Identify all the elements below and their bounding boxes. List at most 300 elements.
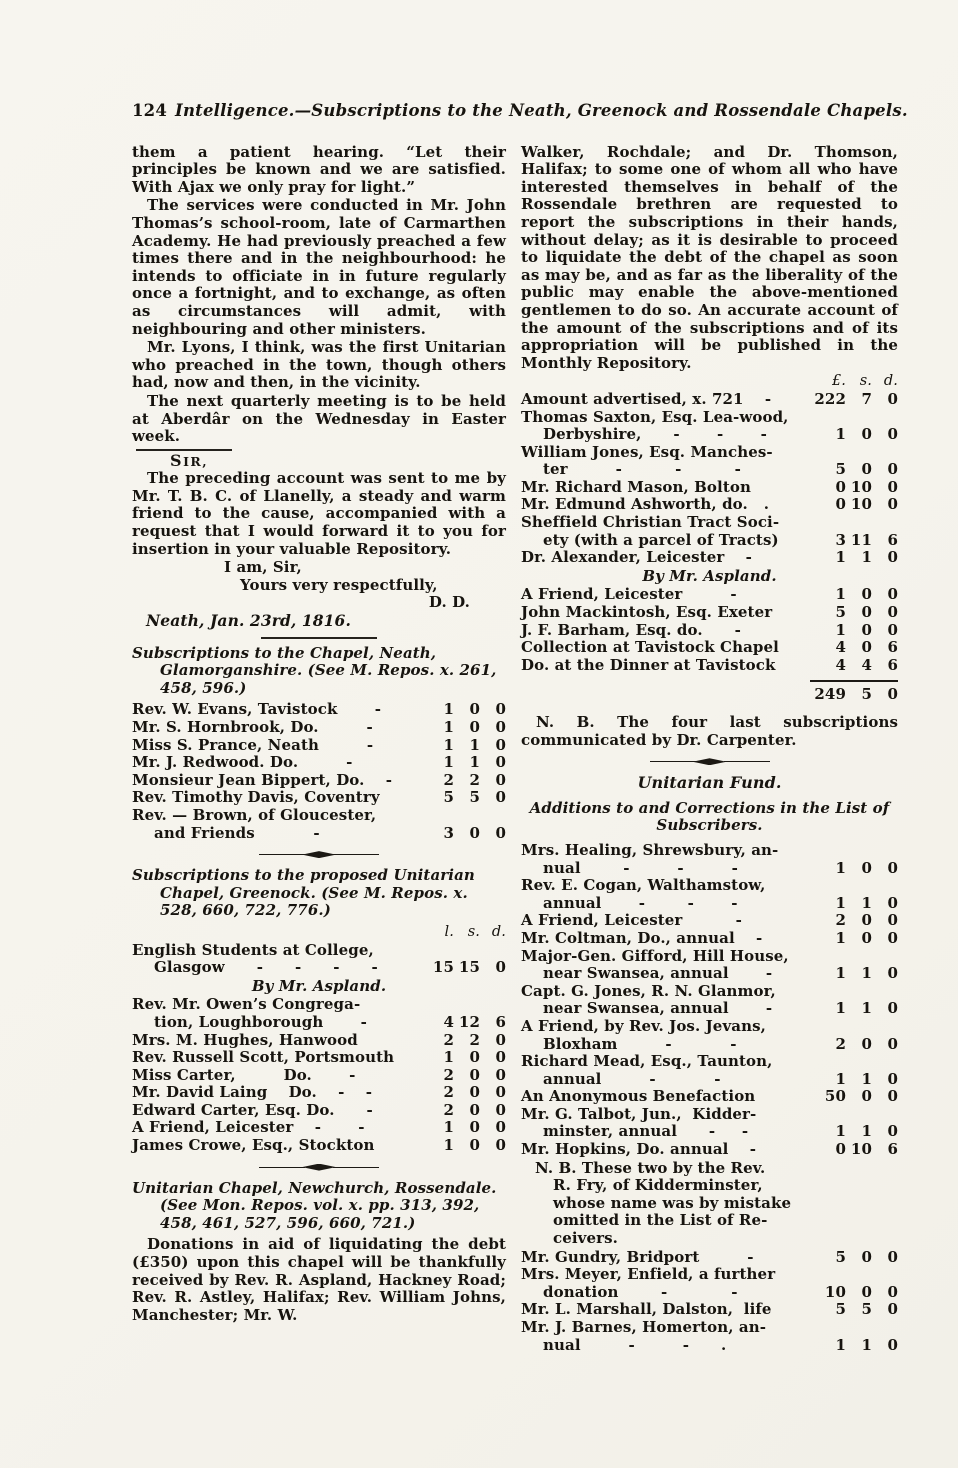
amount-l: 1 [443,753,454,772]
entry-amounts [418,959,506,977]
amount-l: 4 [835,638,846,657]
entry-name-line: Rev. Russell Scott, Portsmouth [132,1048,395,1067]
entry-name [132,701,418,719]
table-subheading: By Mr. Aspland. [251,976,387,995]
diamond-divider [259,851,379,858]
section-heading-rossendale: Unitarian Chapel, Newchurch, Rossendale. (See Mon. Repos. vol. x. pp. 313, 392, 458, 461, 527, 596, 660, 721.) [132,1178,497,1232]
entry-amounts [810,895,898,913]
table-row [521,1319,898,1354]
amount-s: 0 [861,1087,872,1106]
entry-name-line: and Friends - [154,823,320,842]
entry-name-line: annual - - - [543,893,738,912]
entry-name-line: English Students at College, [132,940,374,959]
page-header [132,101,908,120]
amount-d: d. [883,373,898,390]
entry-amounts [810,532,898,550]
amount-s: 1 [861,548,872,567]
entry-name [521,1301,810,1319]
entry-name [521,514,810,549]
table-row [521,622,898,640]
table-row [521,842,898,877]
entry-name-line: Rev. E. Cogan, Walthamstow, [521,876,766,895]
paragraph: Mr. Lyons, I think, was the first Unitarian who preached in the town, though others had, now and then, in the vicinity. [132,338,506,392]
entry-name-line: Amount advertised, x. 721 - [521,389,772,408]
amount-d: 6 [887,530,898,549]
entry-name-line: ety (with a parcel of Tracts) [543,530,779,549]
table-row [521,1088,898,1106]
amount-l: 2 [443,1083,454,1102]
entry-amounts [810,965,898,983]
amount-l: 0 [835,495,846,514]
table-row [521,586,898,604]
amount-d: 0 [887,964,898,983]
amount-s: 1 [469,735,480,754]
paragraph: The services were conducted in Mr. John Thomas’s school-room, late of Carmarthen Academy. He had previously preached a few times there and in the neighbourhood: he intends to officiate in in future regularly once a fortnight, and to exchange, as often as circumstances will admit, with neighbouring and other ministers. [132,196,506,338]
entry-name [132,772,418,790]
amount-l: 1 [443,700,454,719]
entry-amounts [810,496,898,514]
entry-amounts [418,754,506,772]
amount-s: 5 [469,788,480,807]
entry-name [521,930,810,948]
table-row [521,912,898,930]
amount-d: 0 [495,1083,506,1102]
entry-amounts [418,1102,506,1120]
amount-l: 1 [835,964,846,983]
entry-name-line: Rev. Mr. Owen’s Congrega- [132,995,361,1014]
amount-d: 0 [887,1122,898,1141]
amount-s: 2 [469,770,480,789]
amount-s: 0 [861,1247,872,1266]
entry-name [132,1067,418,1085]
diamond-divider [650,758,770,765]
table-row [521,409,898,444]
entry-amounts [418,1119,506,1137]
amount-s: 10 [850,1140,872,1159]
table-row [521,930,898,948]
entry-name [132,719,418,737]
entry-name-line: Mr. Hopkins, Do. annual - [521,1140,757,1159]
amount-s: 10 [850,495,872,514]
amount-d: 0 [887,585,898,604]
entry-name-line: Mr. L. Marshall, Dalston, life [521,1300,772,1319]
entry-name [132,1032,418,1050]
entry-name-line: Mr. Gundry, Bridport - [521,1247,754,1266]
amount-l: 1 [835,1069,846,1088]
amount-s: 1 [861,1069,872,1088]
entry-name-line: near Swansea, annual - [543,999,773,1018]
paragraph: them a patient hearing. “Let their principles be known and we are satisfied. With Ajax we only pray for light.” [132,142,506,196]
entry-name [521,391,810,409]
entry-name-line: Mrs. M. Hughes, Hanwood [132,1030,358,1049]
closing-line: I am, Sir, [224,558,302,577]
table-row [132,737,506,755]
entry-amounts [418,789,506,807]
table-row [521,983,898,1018]
entry-name-line: nual - - . [543,1335,727,1354]
amount-s: 0 [469,1083,480,1102]
amount-s: 2 [469,1030,480,1049]
entry-name-line: annual - - [543,1069,721,1088]
amount-l: 1 [443,735,454,754]
table-row [521,514,898,549]
amount-s: 12 [458,1012,480,1031]
amount-l: 1 [835,620,846,639]
amount-s: 4 [861,655,872,674]
entry-name [132,996,418,1031]
table-row [521,1018,898,1053]
entry-amounts [810,549,898,567]
table-row [132,1049,506,1067]
section-subheading-additions: Additions to and Corrections in the List of Subscribers. [529,798,890,835]
amount-d: 0 [887,1300,898,1319]
entry-amounts [810,1036,898,1054]
entry-name-line: A Friend, Leicester - [521,911,742,930]
entry-name-line: donation - - [543,1282,738,1301]
entry-name-line: Capt. G. Jones, R. N. Glanmor, [521,981,776,1000]
amount-d: 0 [887,858,898,877]
amount-d: 0 [887,1069,898,1088]
entry-name [521,622,810,640]
table-row [521,479,898,497]
amount-d: 0 [887,893,898,912]
section-heading-neath: Subscriptions to the Chapel, Neath, Glamorganshire. (See M. Repos. x. 261, 458, 596.) [132,643,497,697]
entry-amounts [810,604,898,622]
section-heading-greenock: Subscriptions to the proposed Unitarian Chapel, Greenock. (See M. Repos. x. 528, 660, 722, 776.) [132,866,475,920]
section-rule [136,449,232,451]
entry-name-line: Thomas Saxton, Esq. Lea-wood, [521,407,789,426]
table-row [132,701,506,719]
entry-name [132,1049,418,1067]
amount-l: 222 [814,389,846,408]
amount-s: 0 [861,585,872,604]
page-title: Intelligence.—Subscriptions to the Neath, Greenock and Rossendale Chapels. [175,101,908,120]
amount-s: 0 [861,638,872,657]
entry-amounts [418,701,506,719]
amount-s: 7 [861,389,872,408]
subscription-table-unitarian-fund [521,842,898,1354]
note-line: omitted in the List of Re- [553,1211,768,1230]
amount-l: 2 [443,1030,454,1049]
table-column-headers [521,373,898,391]
table-row [521,639,898,657]
entry-amounts [418,737,506,755]
entry-name [521,983,810,1018]
closing-line: Yours very respectfully, [240,575,438,594]
entry-amounts [810,1301,898,1319]
entry-name [521,586,810,604]
amount-l: 5 [835,460,846,479]
note-line: whose name was by mistake [553,1193,792,1212]
table-row [132,719,506,737]
amount-d: 0 [495,770,506,789]
amount-d: 0 [887,1282,898,1301]
table-row [132,1067,506,1085]
signature: D. D. [428,593,470,612]
entry-amounts [810,461,898,479]
amount-d: 0 [495,1048,506,1067]
entry-name [521,842,810,877]
entry-amounts [810,680,898,704]
amount-d: 0 [495,735,506,754]
amount-s: 1 [861,893,872,912]
table-row [521,1301,898,1319]
amount-s: 0 [861,928,872,947]
amount-d: 0 [887,477,898,496]
dateline: Neath, Jan. 23rd, 1816. [146,611,351,631]
amount-l: 1 [835,548,846,567]
entry-name-line: A Friend, by Rev. Jos. Jevans, [521,1016,766,1035]
entry-name-line: Mr. Coltman, Do., annual - [521,928,763,947]
entry-name [521,549,810,567]
amount-l: 5 [835,1300,846,1319]
amount-s: 0 [861,1034,872,1053]
amount-d: 0 [887,460,898,479]
entry-name [521,1053,810,1088]
amount-s: 0 [469,718,480,736]
amount-d: 0 [887,548,898,567]
entry-name-line: ter - - - [543,460,741,479]
entry-name [132,754,418,772]
entry-name-line: Mr. Edmund Ashworth, do. . [521,495,770,514]
amount-d: 0 [495,718,506,736]
amount-d: 0 [887,928,898,947]
entry-name-line: Mrs. Meyer, Enfield, a further [521,1265,776,1284]
amount-d: 0 [495,700,506,719]
amount-l: 1 [835,928,846,947]
entry-name [521,444,810,479]
entry-name [521,657,810,675]
entry-amounts [810,586,898,604]
amount-s: 0 [861,425,872,444]
entry-name [521,877,810,912]
paragraph: Walker, Rochdale; and Dr. Thomson, Halifax; to some one of whom all who have interested themselves in behalf of the Rossendale brethren are requested to report the subscriptions in their hands, without delay; as it is desirable to proceed to liquidate the debt of the chapel as soon as may be, and as far as the liberality of the public may enable the above-mentioned gentlemen to do so. An accurate account of the amount of the subscriptions and of its appropriation will be published in the Monthly Repository. [521,142,898,372]
entry-name [521,496,810,514]
amount-d: 0 [887,1087,898,1106]
amount-l: 249 [814,685,846,704]
section-heading-unitarian-fund: Unitarian Fund. [637,773,782,793]
entry-name-line: Mr. J. Redwood. Do. - [132,753,353,772]
amount-d: 0 [887,685,898,704]
amount-d: 0 [887,1034,898,1053]
amount-l: 2 [443,770,454,789]
amount-l: 1 [443,1118,454,1137]
note-line: N. B. These two by the Rev. [535,1158,766,1177]
amount-s: 5 [861,685,872,704]
entry-name-line: Mr. G. Talbot, Jun., Kidder- [521,1104,757,1123]
amount-s: 5 [861,1300,872,1319]
entry-name-line: John Mackintosh, Esq. Exeter [521,603,773,622]
entry-amounts [418,719,506,737]
amount-s: 1 [861,999,872,1018]
amount-l: l. [444,923,454,940]
amount-d: 6 [887,638,898,657]
entry-name-line: Richard Mead, Esq., Taunton, [521,1052,773,1071]
entry-name-line: An Anonymous Benefaction [521,1087,756,1106]
entry-name [521,604,810,622]
entry-amounts [810,930,898,948]
table-row [521,948,898,983]
amount-d: 0 [887,620,898,639]
table-row [132,789,506,807]
amount-s: 1 [861,1122,872,1141]
amount-l: 0 [835,1140,846,1159]
entry-name-line: tion, Loughborough - [154,1012,367,1031]
amount-s: 11 [850,530,872,549]
section-rule [261,637,377,639]
paragraph: The preceding account was sent to me by Mr. T. B. C. of Llanelly, a steady and warm friend to the cause, accompanied with a request that I would forward it to you for insertion in your valuable Repository. [132,469,506,558]
entry-amounts [810,1071,898,1089]
amount-l: 15 [432,958,454,977]
amount-d: 0 [495,1100,506,1119]
table-row [521,877,898,912]
entry-name [521,1106,810,1141]
subscription-table-rossendale [521,373,898,704]
entry-name [132,1137,418,1155]
table-row [521,549,898,567]
entry-amounts [418,1067,506,1085]
table-total-row [521,680,898,704]
amount-d: 0 [495,823,506,842]
table-subheading: By Mr. Aspland. [642,566,777,585]
amount-d: 0 [495,753,506,772]
table-row [132,754,506,772]
amount-d: 0 [495,958,506,977]
entry-amounts [810,1284,898,1302]
table-row [132,1084,506,1102]
table-row [521,1249,898,1267]
entry-name-line: Major-Gen. Gifford, Hill House, [521,946,789,965]
table-row [521,1053,898,1088]
amount-l: 2 [443,1100,454,1119]
salutation: SIR, [170,450,209,470]
amount-l: 5 [835,1247,846,1266]
amount-d: 0 [495,788,506,807]
entry-name-line: Mr. S. Hornbrook, Do. - [132,718,373,736]
amount-d: 0 [495,1065,506,1084]
amount-s: s. [467,923,480,940]
table-row [521,604,898,622]
entry-name-line: Mr. J. Barnes, Homerton, an- [521,1318,767,1336]
amount-s: 0 [469,1118,480,1137]
table-row [521,391,898,409]
entry-name [132,807,418,842]
entry-name-line: Bloxham - - [543,1034,737,1053]
amount-d: d. [491,923,506,940]
amount-l: 2 [835,1034,846,1053]
amount-s: 0 [861,858,872,877]
entry-name-line: James Crowe, Esq., Stockton [132,1136,375,1155]
table-row [521,1266,898,1301]
amount-s: 0 [861,603,872,622]
entry-amounts [810,657,898,675]
entry-name-line: J. F. Barham, Esq. do. - [521,620,741,639]
amount-s: s. [859,373,872,390]
entry-amounts [810,912,898,930]
entry-name-line: Mr. David Laing Do. - - [132,1083,373,1102]
amount-s: 10 [850,477,872,496]
amount-s: 0 [861,620,872,639]
amount-l: 1 [443,1048,454,1067]
amount-d: 0 [887,425,898,444]
amount-s: 0 [861,911,872,930]
entry-amounts [418,1014,506,1032]
two-column-layout [132,144,898,1357]
amount-d: 0 [887,1247,898,1266]
table-row [521,657,898,675]
entry-name [521,1141,810,1159]
entry-amounts [810,639,898,657]
entry-name [132,1119,418,1137]
entry-name-line: near Swansea, annual - [543,964,773,983]
table-row [132,772,506,790]
amount-l: 3 [443,823,454,842]
table-column-headers [132,924,506,942]
entry-amounts [810,373,898,391]
paragraph: Donations in aid of liquidating the debt (£350) upon this chapel will be thankfully received by Rev. R. Aspland, Hackney Road; Rev. R. Astley, Halifax; Rev. William Johns, Manchester; Mr. W. [132,1235,506,1324]
entry-name-line: William Jones, Esq. Manches- [521,442,773,461]
entry-name-line: Rev. — Brown, of Gloucester, [132,805,377,824]
subscription-table-neath [132,701,506,842]
amount-s: 0 [469,1100,480,1119]
amount-d: 0 [887,603,898,622]
amount-s: 1 [861,1335,872,1354]
amount-s: 0 [469,823,480,842]
amount-l: 4 [443,1012,454,1031]
amount-d: 0 [495,1118,506,1137]
amount-l: 5 [835,603,846,622]
amount-l: 5 [443,788,454,807]
entry-amounts [810,1337,898,1355]
amount-d: 0 [887,1335,898,1354]
amount-l: 1 [835,999,846,1018]
entry-name [132,1084,418,1102]
paragraph: The next quarterly meeting is to be held at Aberdâr on the Wednesday in Easter week. [132,391,506,446]
entry-name-line: Miss S. Prance, Neath - [132,735,374,754]
amount-l: 1 [443,1136,454,1155]
entry-amounts [418,825,506,843]
amount-d: 6 [887,655,898,674]
amount-l: 1 [835,1122,846,1141]
table-row [132,1119,506,1137]
entry-amounts [418,1137,506,1155]
table-note [521,1160,898,1248]
note-line: R. Fry, of Kidderminster, [553,1176,763,1195]
amount-l: 2 [835,911,846,930]
entry-name-line: Rev. Timothy Davis, Coventry [132,788,380,807]
table-row [132,996,506,1031]
note-line: ceivers. [553,1229,619,1248]
amount-s: 0 [469,1065,480,1084]
entry-name-line: Dr. Alexander, Leicester - [521,548,753,567]
amount-l: 0 [835,477,846,496]
table-row [521,1106,898,1141]
entry-amounts [810,391,898,409]
amount-d: 0 [887,999,898,1018]
amount-d: 6 [495,1012,506,1031]
amount-l: 2 [443,1065,454,1084]
entry-name [521,1319,810,1354]
amount-s: 0 [469,700,480,719]
entry-name-line: Edward Carter, Esq. Do. - [132,1100,373,1119]
amount-s: 1 [861,964,872,983]
entry-name-line: Do. at the Dinner at Tavistock [521,655,776,674]
nota-bene: N. B. The four last subscriptions communicated by Dr. Carpenter. [521,713,898,749]
entry-name [521,1249,810,1267]
entry-amounts [418,1049,506,1067]
entry-amounts [810,860,898,878]
amount-s: 0 [861,460,872,479]
